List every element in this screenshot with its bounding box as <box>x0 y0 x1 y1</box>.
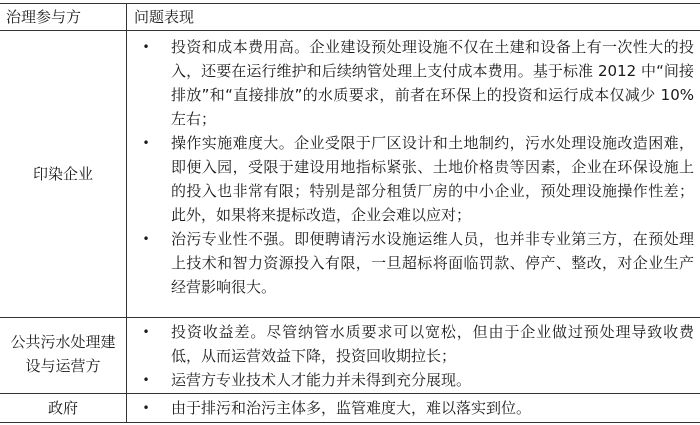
issue-list-operator <box>127 320 700 392</box>
list-item <box>127 227 700 299</box>
party-dyeing-enterprise: 印染企业 <box>32 165 93 183</box>
header-bottom-rule <box>0 30 700 31</box>
list-item <box>127 320 700 368</box>
issue-text: 治污专业性不强。即便聘请污水设施运维人员，也并非专业第三方，在预处理上技术和智力资源投入有限，一旦超标将面临罚款、停产、整改，对企业生产经营影响很大。 <box>171 230 694 296</box>
list-item <box>127 131 700 227</box>
table-bottom-rule <box>0 422 700 423</box>
party-public-wastewater-operator: 公共污水处理建设与运营方 <box>10 333 116 375</box>
row1-bottom-rule <box>0 317 700 318</box>
issue-list-government <box>127 396 700 420</box>
issue-text: 由于排污和治污主体多，监管难度大，难以落实到位。 <box>171 399 532 417</box>
list-item <box>127 368 700 392</box>
issue-list-dyeing <box>127 35 700 299</box>
bullet-icon: • <box>142 401 150 415</box>
bullet-icon: • <box>142 40 150 54</box>
issue-text: 操作实施难度大。企业受限于厂区设计和土地制约，污水处理设施改造困难，即便入园，受限于建设用地指标紧张、土地价格贵等因素，企业在环保设施上的投入也非常有限；特别是部分租赁厂房的中小企业，预处理设施操作性差；此外，如果将来提标改造，企业会难以应对； <box>171 134 694 224</box>
bullet-icon: • <box>142 373 150 387</box>
issue-text: 投资和成本费用高。企业建设预处理设施不仅在土建和设备上有一次性大的投入，还要在运行维护和后续纳管处理上支付成本费用。基于标准 2012 中“间接排放”和“直接排放”的水质要求，前者在环保上的投资和运行成本仅减少 10%左右； <box>171 38 694 128</box>
table-top-rule <box>0 3 700 4</box>
bullet-icon: • <box>142 325 150 339</box>
header-issue: 问题表现 <box>134 8 195 26</box>
list-item <box>127 35 700 131</box>
issue-text: 投资收益差。尽管纳管水质要求可以宽松，但由于企业做过预处理导致收费低，从而运营效益下降，投资回收期拉长； <box>171 323 694 365</box>
list-item <box>127 396 700 420</box>
bullet-icon: • <box>142 232 150 246</box>
issue-text: 运营方专业技术人才能力并未得到充分展现。 <box>171 371 472 389</box>
party-government: 政府 <box>47 399 78 417</box>
header-party: 治理参与方 <box>6 8 82 26</box>
row2-bottom-rule <box>0 393 700 394</box>
bullet-icon: • <box>142 136 150 150</box>
